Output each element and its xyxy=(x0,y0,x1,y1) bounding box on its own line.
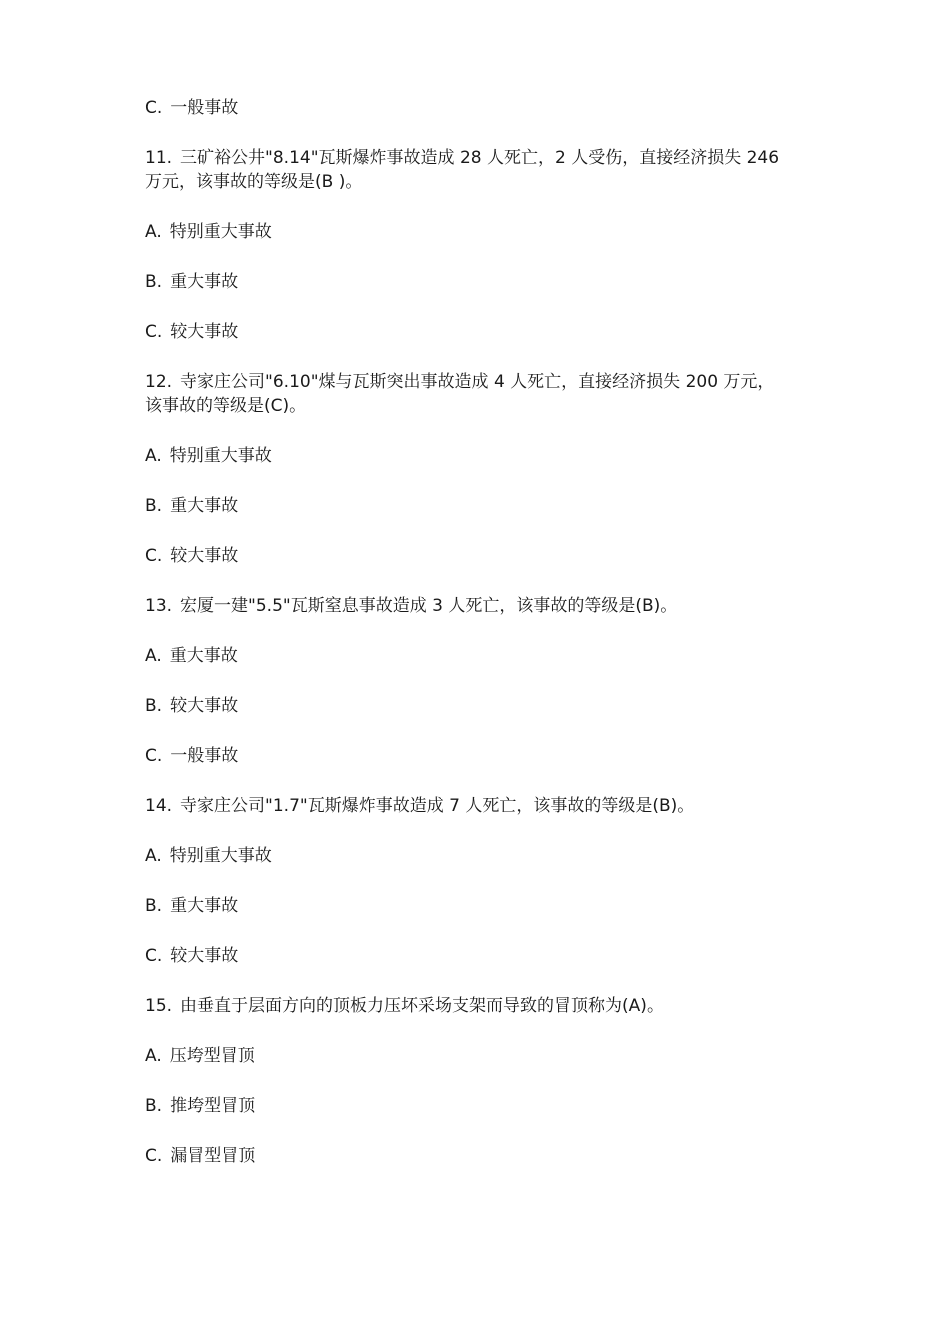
option-item xyxy=(145,944,815,968)
option-text: 特别重大事故 xyxy=(169,846,272,866)
question-11 xyxy=(145,146,815,194)
option-item xyxy=(145,270,815,294)
option-text: 较大事故 xyxy=(170,546,239,566)
option-letter: C. xyxy=(145,98,163,118)
option-text: 漏冒型冒顶 xyxy=(170,1146,256,1166)
question-15 xyxy=(145,994,815,1018)
question-12 xyxy=(145,370,815,418)
option-letter: B. xyxy=(145,496,163,516)
option-letter: B. xyxy=(145,896,163,916)
question-text-line2: 该事故的等级是(C)。 xyxy=(145,396,307,416)
question-text xyxy=(145,594,815,618)
question-text-line1: 寺家庄公司"1.7"瓦斯爆炸事故造成 7 人死亡，该事故的等级是(B)。 xyxy=(180,796,695,816)
question-text xyxy=(145,994,815,1018)
option-text: 较大事故 xyxy=(170,322,239,342)
option-text: 重大事故 xyxy=(169,646,238,666)
question-number: 12. xyxy=(145,372,173,392)
option-item xyxy=(145,1044,815,1068)
question-text xyxy=(145,370,815,394)
option-text: 特别重大事故 xyxy=(169,446,272,466)
option-letter: A. xyxy=(145,846,162,866)
question-text xyxy=(145,794,815,818)
question-number: 11. xyxy=(145,148,173,168)
option-letter: C. xyxy=(145,546,163,566)
option-text: 重大事故 xyxy=(170,896,239,916)
option-text: 较大事故 xyxy=(170,696,239,716)
option-letter: A. xyxy=(145,646,162,666)
option-item xyxy=(145,644,815,668)
question-text-line1: 寺家庄公司"6.10"煤与瓦斯突出事故造成 4 人死亡，直接经济损失 200 万元， xyxy=(180,372,775,392)
option-letter: C. xyxy=(145,322,163,342)
document-page xyxy=(145,96,815,1194)
option-item xyxy=(145,694,815,718)
option-text: 一般事故 xyxy=(170,746,239,766)
option-letter: C. xyxy=(145,946,163,966)
question-14 xyxy=(145,794,815,818)
option-text: 较大事故 xyxy=(170,946,239,966)
option-letter: A. xyxy=(145,446,162,466)
question-text-line1: 宏厦一建"5.5"瓦斯窒息事故造成 3 人死亡，该事故的等级是(B)。 xyxy=(180,596,678,616)
option-letter: A. xyxy=(145,222,162,242)
option-item xyxy=(145,220,815,244)
option-text: 推垮型冒顶 xyxy=(170,1096,256,1116)
option-item xyxy=(145,494,815,518)
option-letter: B. xyxy=(145,272,163,292)
option-item xyxy=(145,96,815,120)
question-number: 15. xyxy=(145,996,173,1016)
question-number: 13. xyxy=(145,596,173,616)
question-number: 14. xyxy=(145,796,173,816)
question-text-line1: 三矿裕公井"8.14"瓦斯爆炸事故造成 28 人死亡，2 人受伤，直接经济损失 246 xyxy=(180,148,780,168)
option-text: 重大事故 xyxy=(170,496,239,516)
question-text-line2: 万元，该事故的等级是(B )。 xyxy=(145,172,363,192)
option-text: 压垮型冒顶 xyxy=(169,1046,255,1066)
option-letter: A. xyxy=(145,1046,162,1066)
question-text xyxy=(145,146,815,170)
option-item xyxy=(145,844,815,868)
option-item xyxy=(145,1094,815,1118)
option-text: 特别重大事故 xyxy=(169,222,272,242)
option-item xyxy=(145,744,815,768)
option-item xyxy=(145,320,815,344)
option-item xyxy=(145,544,815,568)
option-item xyxy=(145,894,815,918)
option-letter: B. xyxy=(145,696,163,716)
option-text: 重大事故 xyxy=(170,272,239,292)
option-item xyxy=(145,444,815,468)
question-13 xyxy=(145,594,815,618)
question-text-line1: 由垂直于层面方向的顶板力压坏采场支架而导致的冒顶称为(A)。 xyxy=(180,996,664,1016)
option-letter: C. xyxy=(145,746,163,766)
option-text: 一般事故 xyxy=(170,98,239,118)
option-letter: B. xyxy=(145,1096,163,1116)
option-item xyxy=(145,1144,815,1168)
option-letter: C. xyxy=(145,1146,163,1166)
